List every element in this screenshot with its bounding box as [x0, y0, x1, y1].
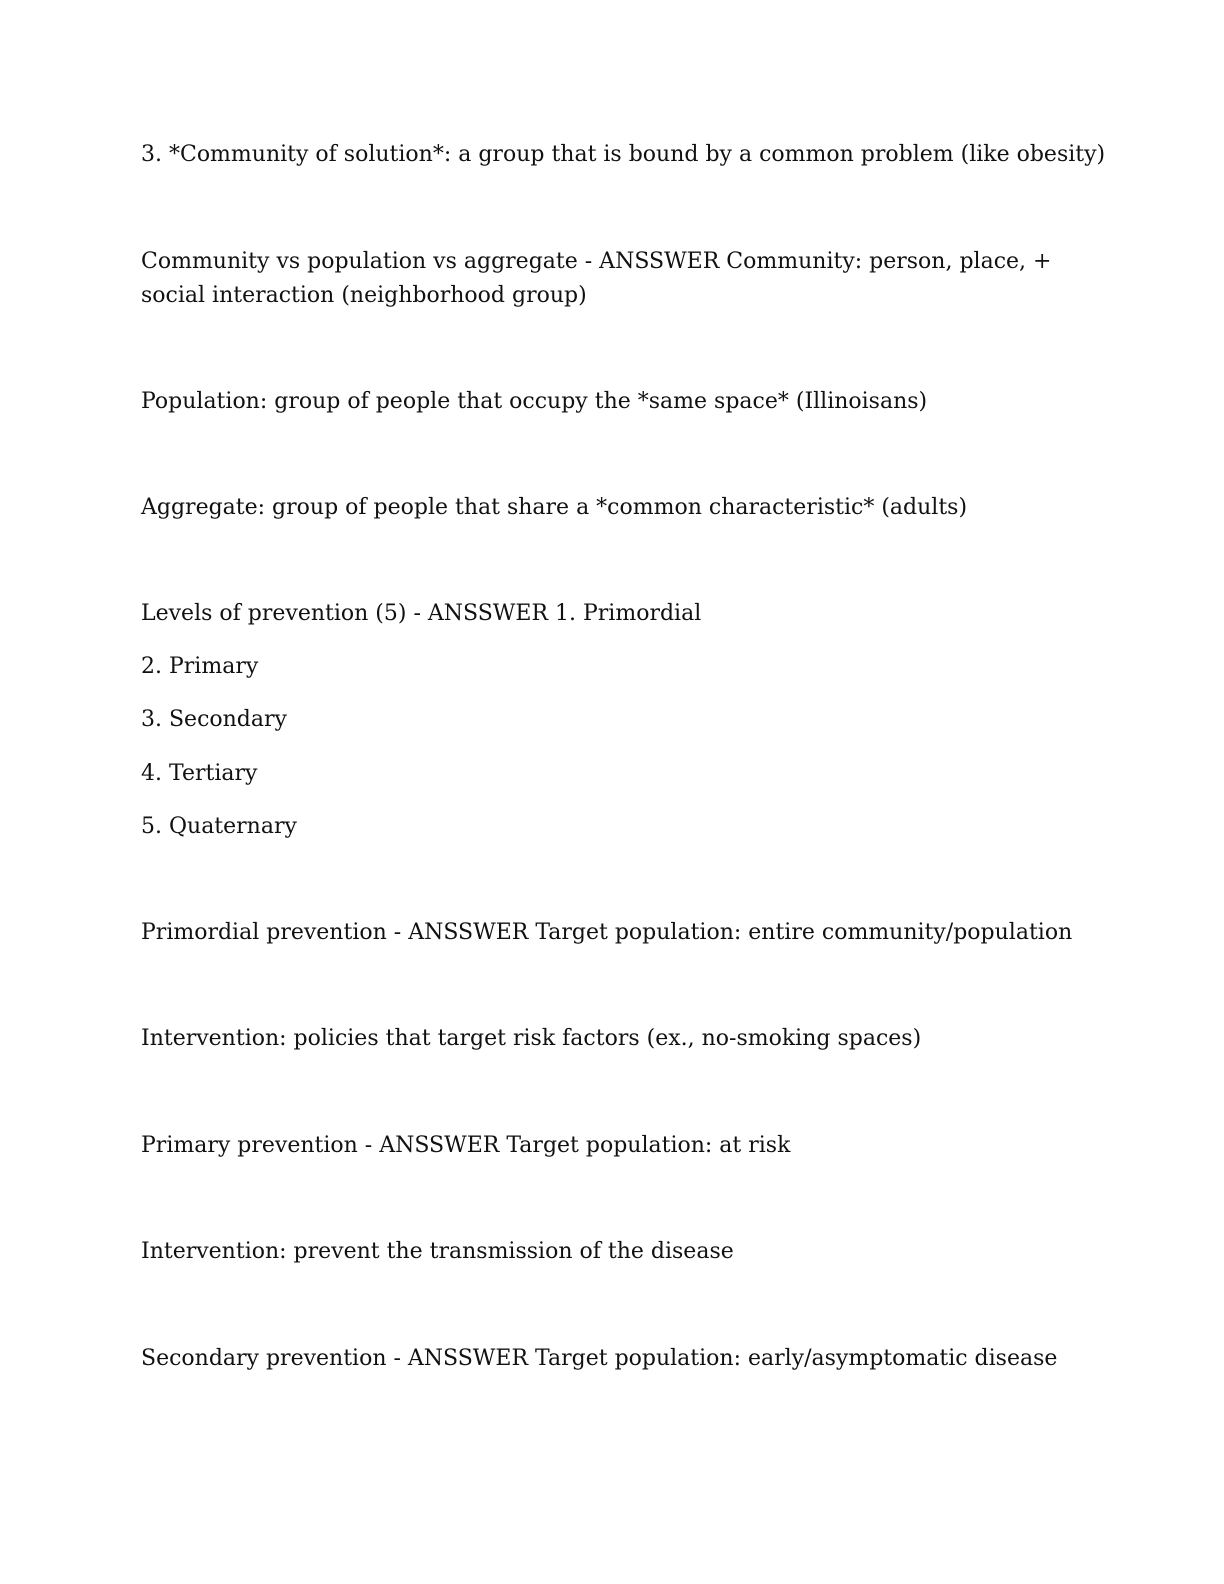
list-item-tertiary: 4. Tertiary: [141, 761, 258, 786]
paragraph-secondary-prevention: Secondary prevention - ANSSWER Target population: early/asymptomatic disease: [141, 1346, 1058, 1371]
list-item-quaternary: 5. Quaternary: [141, 814, 297, 839]
list-item-primary: 2. Primary: [141, 654, 259, 679]
paragraph-aggregate: Aggregate: group of people that share a *common characteristic* (adults): [141, 495, 968, 520]
paragraph-primordial-prevention: Primordial prevention - ANSSWER Target population: entire community/population: [141, 920, 1073, 945]
paragraph-levels-of-prevention: Levels of prevention (5) - ANSSWER 1. Primordial: [141, 601, 702, 626]
paragraph-community-of-solution: 3. *Community of solution*: a group that is bound by a common problem (like obesity): [141, 142, 1106, 167]
paragraph-community-vs-population: Community vs population vs aggregate - ANSSWER Community: person, place, + social interaction (neighborhood group): [141, 249, 1052, 308]
paragraph-primordial-intervention: Intervention: policies that target risk factors (ex., no-smoking spaces): [141, 1026, 922, 1051]
list-item-secondary: 3. Secondary: [141, 707, 287, 732]
paragraph-primary-prevention: Primary prevention - ANSSWER Target population: at risk: [141, 1133, 791, 1158]
paragraph-primary-intervention: Intervention: prevent the transmission of the disease: [141, 1239, 734, 1264]
paragraph-population: Population: group of people that occupy the *same space* (Illinoisans): [141, 389, 928, 414]
